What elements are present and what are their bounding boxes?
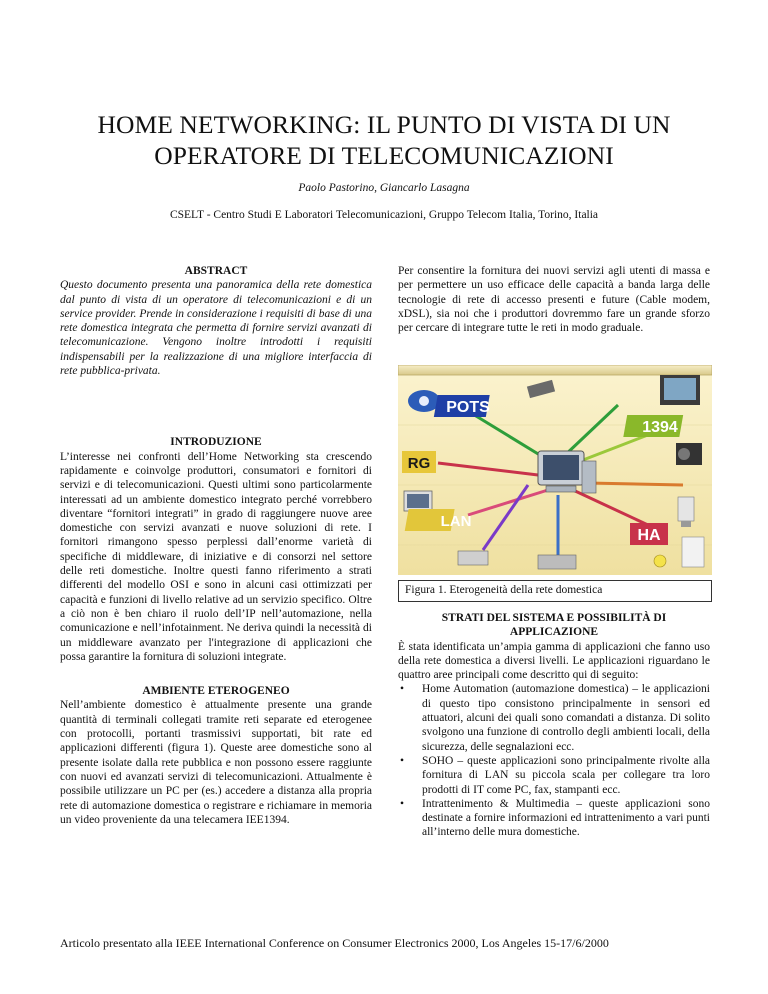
fridge-icon — [682, 537, 704, 567]
printer-icon — [458, 551, 488, 565]
list-item: • Home Automation (automazione domestica) – le applicazioni di questo tipo consistono principalmente in sensori ed attuatori, alcuni dei quali sono comandati a distanza. Di solito svolgono una funzione di controllo degli ambienti locali, della sicurezza, delle segnalazioni ecc. — [400, 683, 710, 753]
svg-text:RG: RG — [407, 455, 431, 472]
ha-label — [630, 523, 668, 545]
home-network-figure — [398, 365, 712, 575]
network-diagram — [398, 365, 712, 575]
svg-text:LAN: LAN — [440, 513, 472, 530]
paper-title: HOME NETWORKING: IL PUNTO DI VISTA DI UN OPERATORE DI TELECOMUNICAZIONI — [97, 110, 671, 170]
right-intro-text: Per consentire la fornitura dei nuovi servizi agli utenti di massa e per permettere un uso efficace delle capacità a banda larga delle tecnologie di rete di accesso presenti e future (Cable modem, xDSL), sia noi che i produttori dovremmo fare un grande sforzo per cercare di integrare tutte le reti in modo graduale. — [398, 265, 710, 335]
layers-text: È stata identificata un’ampia gamma di applicazioni che fanno uso della rete domestica a diversi livelli. Le applicazioni riguardano le quattro aree principali come descritto qui di seguito: — [398, 640, 710, 682]
abstract-text: Questo documento presenta una panoramica della rete domestica dal punto di vista di un operatore di telecomunicazioni e di un service provider. Prende in considerazione i requisiti di base di una rete domestica integrata che permetta di fornire servizi avanzati di telecomunicazione. Vengono inoltre introdotti i requisiti indispensabili per la realizzazione di una migliore interfaccia di rete pubblica-privata. — [60, 279, 372, 378]
lan-label — [405, 509, 472, 531]
right-column-intro — [398, 264, 710, 335]
svg-text:1394: 1394 — [642, 419, 678, 436]
left-column — [60, 264, 372, 827]
abstract-heading: ABSTRACT — [184, 265, 248, 277]
fax-icon — [538, 555, 576, 569]
introduction-text: L’interesse nei confronti dell’Home Networking sta crescendo rapidamente e coinvolge produttori, consumatori e fornitori di servizi e di telecomunicazioni. Questi ultimi sono particolarmente interessati ad un ambiente domestico integrato perché vorrebbero diventare “fornitori integrati” in grado di raggiungere nuove aree domestiche con servizi avanzati e nuove soluzioni di rete. I fornitori rimangono spesso perplessi dall’enorme varietà di specifiche di middleware, di iniziative e di consorzi nel settore delle reti domestiche. Inoltre questi fanno riferimento a strati differenti del modello OSI e sono in alcuni casi ottimizzati per capacità e funzioni di livello relative ad un servizio specifico. Oltre a ciò non è ben chiaro il ruolo dell’IP nell’automazione, nella comunicazione e nell’infotainment. Ne deriva quindi la necessità di un middleware avanzato per l'integrazione di applicazioni che possa garantire la fornitura di soluzioni integrate. — [60, 450, 372, 663]
pots-label — [434, 395, 490, 417]
rg-label — [402, 451, 436, 473]
lightbulb-icon — [654, 555, 666, 567]
environment-heading: AMBIENTE ETEROGENEO — [142, 685, 290, 698]
ieee1394-label — [623, 415, 683, 437]
figure-caption: Figura 1. Eterogeneità della rete domestica — [398, 580, 712, 602]
footer-note: Articolo presentato alla IEEE International Conference on Consumer Electronics 2000, Los Angeles 15-17/6/2000 — [60, 936, 609, 950]
introduction-heading: INTRODUZIONE — [170, 436, 262, 449]
authors: Paolo Pastorino, Giancarlo Lasagna — [298, 182, 470, 194]
television-icon — [660, 375, 700, 405]
camera-icon — [676, 443, 702, 465]
environment-text: Nell’ambiente domestico è attualmente presente una grande quantità di terminali collegati tramite reti separate ed eterogenee con protocolli, portanti trasmissivi supportati, bit rate ed applicazioni differenti (figura 1). Queste aree domestiche sono al presente isolate dalla rete pubblica e non possono essere raggiunte con nuovi ed avanzati servizi di telecomunicazioni. Attualmente è possibile utilizzare un PC per (es.) accedere a distanza alla propria rete di automazione domestica o registrare e richiamare in memoria un video proveniente da una telecamera IEE1394. — [60, 699, 372, 826]
list-item: • Intrattenimento & Multimedia – queste applicazioni sono destinate a fornire informazioni ed intrattenimento a vari punti all’interno delle mura domestiche. — [400, 797, 710, 839]
right-column-main — [398, 611, 710, 840]
layers-heading: STRATI DEL SISTEMA E POSSIBILITÀ DI APPLICAZIONE — [441, 612, 667, 639]
desktop-computer-icon — [404, 491, 432, 511]
list-item: • SOHO – queste applicazioni sono principalmente rivolte alla fornitura di LAN su piccola scala per collegare tra loro prodotti di IT come PC, fax, stampanti ecc. — [400, 754, 710, 796]
applications-list — [398, 682, 710, 839]
svg-text:HA: HA — [637, 527, 661, 544]
svg-text:POTS: POTS — [446, 399, 490, 416]
telephone-icon — [408, 390, 440, 412]
affiliation: CSELT - Centro Studi E Laboratori Telecomunicazioni, Gruppo Telecom Italia, Torino, Italia — [169, 209, 599, 221]
